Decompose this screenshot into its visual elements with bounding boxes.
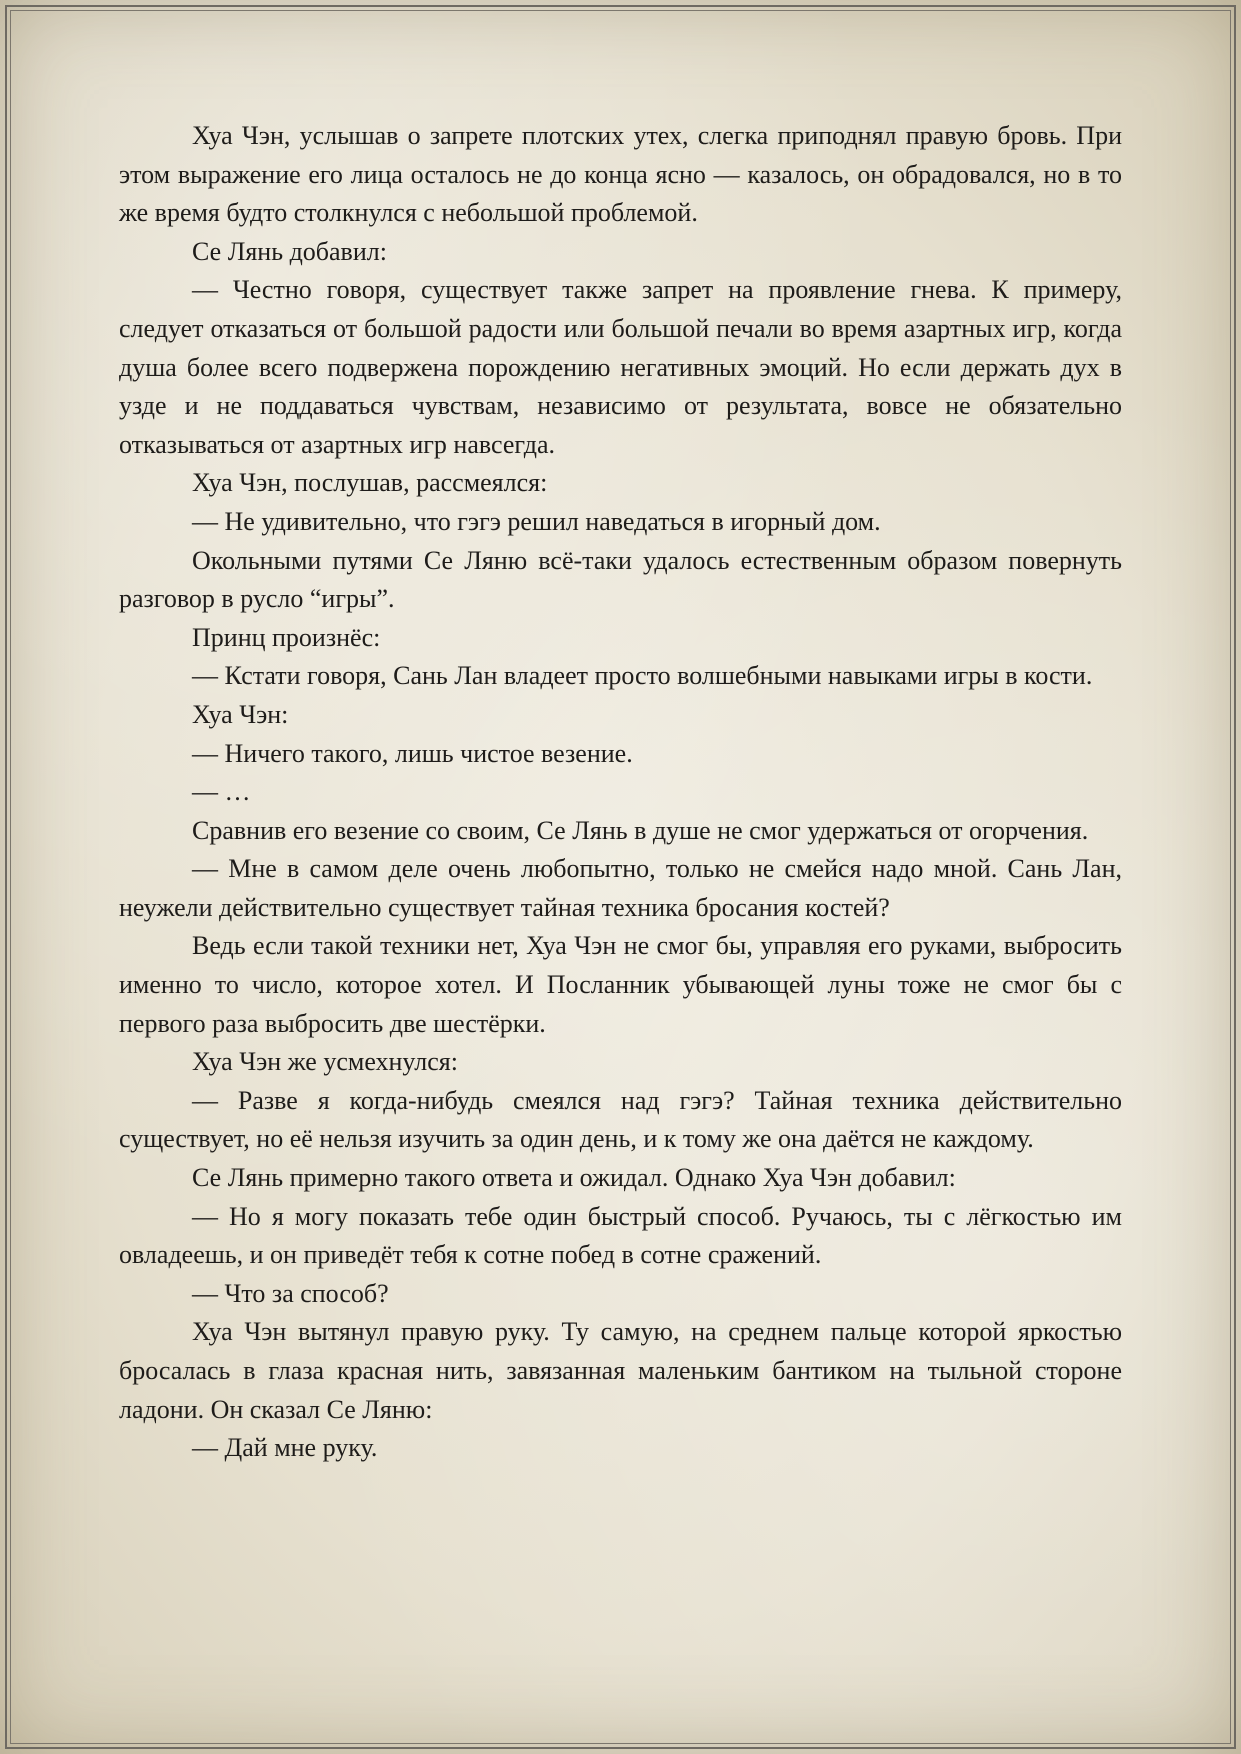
paragraph: — Кстати говоря, Сань Лан владеет просто волшебными навыками игры в кости. — [192, 661, 1093, 691]
paragraph: — Честно говоря, существует также запрет на проявление гнева. К примеру, следует отказаться от большой радости или большой печали во время азартных игр, когда душа более всего подвержена порождению негативных эмоций. Но если держать дух в узде и не поддаваться чувствам, независимо от результата, вовсе не обязательно отказываться от азартных игр навсегда. — [119, 275, 1122, 459]
paragraph: Хуа Чэн вытянул правую руку. Ту самую, на среднем пальце которой яркостью бросалась в глаза красная нить, завязанная маленьким бантиком на тыльной стороне ладони. Он сказал Се Ляню: — [119, 1317, 1122, 1424]
paragraph: Хуа Чэн, послушав, рассмеялся: — [192, 468, 548, 498]
paragraph: Сравнив его везение со своим, Се Лянь в душе не смог удержаться от огорчения. — [192, 815, 1089, 845]
paragraph: — … — [192, 777, 251, 807]
body-text — [119, 117, 1122, 1468]
paragraph: Се Лянь примерно такого ответа и ожидал. Однако Хуа Чэн добавил: — [192, 1163, 956, 1193]
paragraph: Хуа Чэн: — [192, 699, 289, 729]
paragraph: Принц произнёс: — [192, 622, 381, 652]
paragraph: — Ничего такого, лишь чистое везение. — [192, 738, 633, 768]
paragraph: — Разве я когда-нибудь смеялся над гэгэ? Тайная техника действительно существует, но её нельзя изучить за один день, и к тому же она даётся не каждому. — [119, 1085, 1122, 1154]
paragraph: — Мне в самом деле очень любопытно, только не смейся надо мной. Сань Лан, неужели действительно существует тайная техника бросания костей? — [119, 854, 1122, 922]
paragraph: Хуа Чэн, услышав о запрете плотских утех, слегка приподнял правую бровь. При этом выражение его лица осталось не до конца ясно — казалось, он обрадовался, но в то же время будто столкнулся с небольшой проблемой. — [119, 121, 1122, 228]
paragraph: Хуа Чэн же усмехнулся: — [192, 1047, 458, 1077]
paragraph: — Но я могу показать тебе один быстрый способ. Ручаюсь, ты с лёгкостью им овладеешь, и он приведёт тебя к сотне побед в сотне сражений. — [119, 1201, 1122, 1270]
paragraph: Се Лянь добавил: — [192, 236, 387, 266]
paragraph: Окольными путями Се Ляню всё-таки удалось естественным образом повернуть разговор в русло “игры”. — [119, 545, 1122, 614]
paragraph: — Дай мне руку. — [192, 1433, 378, 1463]
paragraph: Ведь если такой техники нет, Хуа Чэн не смог бы, управляя его руками, выбросить именно то число, которое хотел. И Посланник убывающей луны тоже не смог бы с первого раза выбросить две шестёрки. — [119, 931, 1122, 1038]
paragraph: — Не удивительно, что гэгэ решил наведаться в игорный дом. — [192, 506, 881, 536]
paragraph: — Что за способ? — [192, 1278, 389, 1308]
